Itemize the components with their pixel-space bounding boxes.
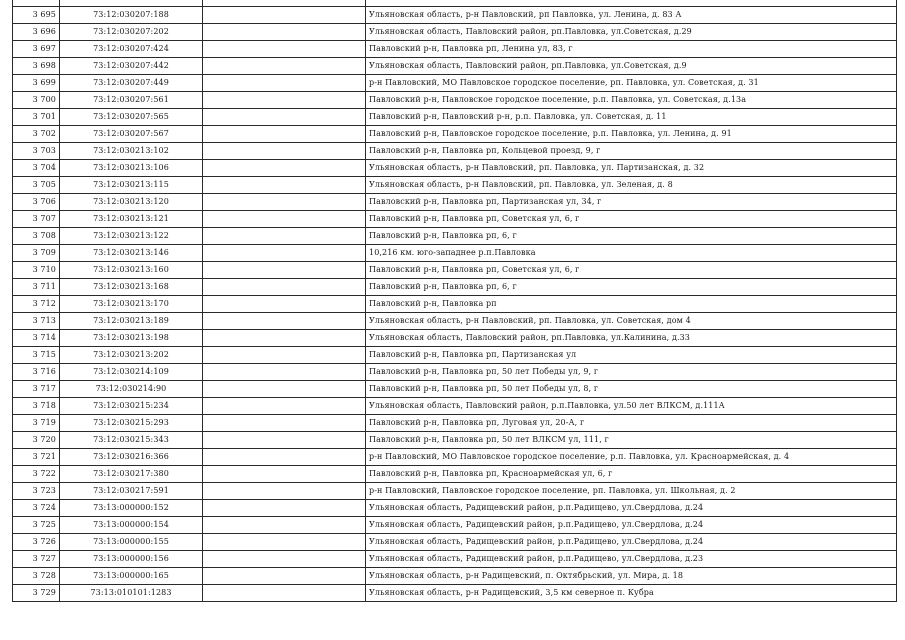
- address-cell: Павловский р-н, Павловка рп, Советская ул, 6, г: [366, 262, 897, 279]
- table-row: [13, 568, 897, 585]
- row-number-cell: 3 698: [13, 58, 60, 75]
- table-row: [13, 262, 897, 279]
- empty-cell: [203, 160, 366, 177]
- table-row: [13, 466, 897, 483]
- table-row: [13, 500, 897, 517]
- row-number-cell: 3 719: [13, 415, 60, 432]
- cadastral-number-cell: 73:13:000000:154: [60, 517, 203, 534]
- cadastral-number-cell: 73:13:000000:156: [60, 551, 203, 568]
- address-cell: Ульяновская область, Радищевский район, р.п.Радищево, ул.Свердлова, д.24: [366, 534, 897, 551]
- empty-cell: [203, 211, 366, 228]
- empty-cell: [203, 398, 366, 415]
- address-cell: Ульяновская область, р-н Павловский, рп. Павловка, ул. Советская, дом 4: [366, 313, 897, 330]
- registry-table-body: [13, 7, 897, 602]
- address-cell: Павловский р-н, Павловка рп, Ленина ул, 83, г: [366, 41, 897, 58]
- row-number-cell: 3 710: [13, 262, 60, 279]
- address-cell: Павловский р-н, Павловка рп, 50 лет Победы ул, 8, г: [366, 381, 897, 398]
- address-cell: Ульяновская область, р-н Радищевский, п. Октябрьский, ул. Мира, д. 18: [366, 568, 897, 585]
- table-row: [13, 415, 897, 432]
- empty-cell: [203, 551, 366, 568]
- table-row: [13, 228, 897, 245]
- address-cell: Ульяновская область, р-н Радищевский, 3,5 км северное п. Кубра: [366, 585, 897, 602]
- address-cell: Ульяновская область, Павловский район, рп.Павловка, ул.Советская, д.29: [366, 24, 897, 41]
- empty-cell: [203, 126, 366, 143]
- row-number-cell: 3 696: [13, 24, 60, 41]
- empty-cell: [203, 313, 366, 330]
- address-cell: Ульяновская область, Радищевский район, р.п.Радищево, ул.Свердлова, д.24: [366, 500, 897, 517]
- cadastral-number-cell: 73:12:030213:168: [60, 279, 203, 296]
- cadastral-number-cell: 73:12:030207:442: [60, 58, 203, 75]
- address-cell: Ульяновская область, Павловский район, рп.Павловка, ул.Советская, д.9: [366, 58, 897, 75]
- table-row: [13, 245, 897, 262]
- table-row: [13, 534, 897, 551]
- row-number-cell: 3 704: [13, 160, 60, 177]
- row-number-cell: 3 703: [13, 143, 60, 160]
- table-row: [13, 449, 897, 466]
- address-cell: Павловский р-н, Павловка рп: [366, 296, 897, 313]
- table-row: [13, 398, 897, 415]
- cadastral-number-cell: 73:12:030213:160: [60, 262, 203, 279]
- cadastral-number-cell: 73:12:030215:343: [60, 432, 203, 449]
- cadastral-number-cell: 73:12:030213:146: [60, 245, 203, 262]
- empty-cell: [203, 381, 366, 398]
- empty-cell: [203, 279, 366, 296]
- row-number-cell: 3 706: [13, 194, 60, 211]
- cadastral-number-cell: 73:13:000000:155: [60, 534, 203, 551]
- address-cell: Павловский р-н, Павловка рп, Кольцевой проезд, 9, г: [366, 143, 897, 160]
- empty-cell: [203, 585, 366, 602]
- address-cell: Ульяновская область, р-н Павловский, рп. Павловка, ул. Зеленая, д. 8: [366, 177, 897, 194]
- empty-cell: [203, 177, 366, 194]
- row-number-cell: 3 709: [13, 245, 60, 262]
- row-number-cell: 3 723: [13, 483, 60, 500]
- row-number-cell: 3 711: [13, 279, 60, 296]
- row-number-cell: 3 724: [13, 500, 60, 517]
- empty-cell: [203, 466, 366, 483]
- row-number-cell: 3 697: [13, 41, 60, 58]
- cadastral-number-cell: 73:12:030213:189: [60, 313, 203, 330]
- address-cell: Павловский р-н, Павловка рп, Партизанская ул: [366, 347, 897, 364]
- table-row: [13, 313, 897, 330]
- row-number-cell: 3 721: [13, 449, 60, 466]
- cadastral-number-cell: 73:12:030213:115: [60, 177, 203, 194]
- address-cell: Павловский р-н, Павловское городское поселение, р.п. Павловка, ул. Ленина, д. 91: [366, 126, 897, 143]
- address-cell: р-н Павловский, Павловское городское поселение, рп. Павловка, ул. Школьная, д. 2: [366, 483, 897, 500]
- empty-cell: [203, 143, 366, 160]
- empty-cell: [203, 449, 366, 466]
- row-number-cell: 3 729: [13, 585, 60, 602]
- table-row: [13, 279, 897, 296]
- row-number-cell: 3 712: [13, 296, 60, 313]
- table-row: [13, 109, 897, 126]
- table-row: [13, 58, 897, 75]
- address-cell: Ульяновская область, Павловский район, р.п.Павловка, ул.50 лет ВЛКСМ, д.111А: [366, 398, 897, 415]
- table-row: [13, 177, 897, 194]
- empty-cell: [203, 92, 366, 109]
- empty-cell: [203, 75, 366, 92]
- table-row: [13, 194, 897, 211]
- cadastral-number-cell: 73:12:030207:449: [60, 75, 203, 92]
- address-cell: р-н Павловский, МО Павловское городское поселение, рп. Павловка, ул. Советская, д. 31: [366, 75, 897, 92]
- table-row: [13, 551, 897, 568]
- row-number-cell: 3 722: [13, 466, 60, 483]
- empty-cell: [203, 517, 366, 534]
- address-cell: Павловский р-н, Павловка рп, 6, г: [366, 279, 897, 296]
- empty-cell: [203, 432, 366, 449]
- row-number-cell: 3 702: [13, 126, 60, 143]
- cadastral-number-cell: 73:12:030215:234: [60, 398, 203, 415]
- row-number-cell: 3 728: [13, 568, 60, 585]
- cadastral-number-cell: 73:12:030207:424: [60, 41, 203, 58]
- cadastral-number-cell: 73:12:030207:202: [60, 24, 203, 41]
- table-row: [13, 92, 897, 109]
- cadastral-number-cell: 73:12:030215:293: [60, 415, 203, 432]
- empty-cell: [203, 364, 366, 381]
- address-cell: Ульяновская область, р-н Павловский, рп Павловка, ул. Ленина, д. 83 А: [366, 7, 897, 24]
- cadastral-number-cell: 73:12:030213:102: [60, 143, 203, 160]
- row-number-cell: 3 720: [13, 432, 60, 449]
- address-cell: 10,216 км. юго-западнее р.п.Павловка: [366, 245, 897, 262]
- row-number-cell: 3 699: [13, 75, 60, 92]
- cadastral-number-cell: 73:12:030207:565: [60, 109, 203, 126]
- table-row: [13, 347, 897, 364]
- table-row: [13, 143, 897, 160]
- cadastral-number-cell: 73:12:030213:120: [60, 194, 203, 211]
- empty-cell: [203, 568, 366, 585]
- address-cell: Павловский р-н, Павловка рп, Советская ул, 6, г: [366, 211, 897, 228]
- empty-cell: [203, 262, 366, 279]
- row-number-cell: 3 707: [13, 211, 60, 228]
- cadastral-number-cell: 73:13:010101:1283: [60, 585, 203, 602]
- row-number-cell: 3 714: [13, 330, 60, 347]
- empty-cell: [203, 245, 366, 262]
- address-cell: Павловский р-н, Павловка рп, Луговая ул, 20-А, г: [366, 415, 897, 432]
- empty-cell: [203, 483, 366, 500]
- registry-table: [12, 6, 897, 602]
- table-row: [13, 160, 897, 177]
- cadastral-number-cell: 73:12:030207:188: [60, 7, 203, 24]
- row-number-cell: 3 715: [13, 347, 60, 364]
- row-number-cell: 3 705: [13, 177, 60, 194]
- table-row: [13, 483, 897, 500]
- address-cell: Ульяновская область, Павловский район, рп.Павловка, ул.Калинина, д.33: [366, 330, 897, 347]
- row-number-cell: 3 716: [13, 364, 60, 381]
- row-number-cell: 3 727: [13, 551, 60, 568]
- address-cell: Павловский р-н, Павловка рп, 50 лет Победы ул, 9, г: [366, 364, 897, 381]
- empty-cell: [203, 41, 366, 58]
- table-row: [13, 432, 897, 449]
- cadastral-number-cell: 73:12:030214:109: [60, 364, 203, 381]
- address-cell: Ульяновская область, Радищевский район, р.п.Радищево, ул.Свердлова, д.23: [366, 551, 897, 568]
- cadastral-number-cell: 73:12:030207:561: [60, 92, 203, 109]
- address-cell: Ульяновская область, Радищевский район, р.п.Радищево, ул.Свердлова, д.24: [366, 517, 897, 534]
- table-row: [13, 41, 897, 58]
- cadastral-number-cell: 73:12:030217:591: [60, 483, 203, 500]
- table-row: [13, 585, 897, 602]
- empty-cell: [203, 7, 366, 24]
- address-cell: р-н Павловский, МО Павловское городское поселение, р.п. Павловка, ул. Красноармейская, д. 4: [366, 449, 897, 466]
- cadastral-number-cell: 73:13:000000:152: [60, 500, 203, 517]
- cadastral-number-cell: 73:12:030213:121: [60, 211, 203, 228]
- cadastral-number-cell: 73:12:030213:170: [60, 296, 203, 313]
- cadastral-number-cell: 73:12:030213:198: [60, 330, 203, 347]
- row-number-cell: 3 701: [13, 109, 60, 126]
- cadastral-number-cell: 73:13:000000:165: [60, 568, 203, 585]
- document-page: [12, 6, 896, 602]
- cadastral-number-cell: 73:12:030207:567: [60, 126, 203, 143]
- table-row: [13, 296, 897, 313]
- cadastral-number-cell: 73:12:030213:106: [60, 160, 203, 177]
- empty-cell: [203, 194, 366, 211]
- address-cell: Павловский р-н, Павловка рп, 50 лет ВЛКСМ ул, 111, г: [366, 432, 897, 449]
- address-cell: Павловский р-н, Павловка рп, Красноармейская ул, 6, г: [366, 466, 897, 483]
- address-cell: Павловский р-н, Павловка рп, Партизанская ул, 34, г: [366, 194, 897, 211]
- table-row: [13, 330, 897, 347]
- address-cell: Ульяновская область, р-н Павловский, рп. Павловка, ул. Партизанская, д. 32: [366, 160, 897, 177]
- table-row: [13, 381, 897, 398]
- empty-cell: [203, 24, 366, 41]
- cadastral-number-cell: 73:12:030213:122: [60, 228, 203, 245]
- empty-cell: [203, 415, 366, 432]
- cadastral-number-cell: 73:12:030216:366: [60, 449, 203, 466]
- row-number-cell: 3 718: [13, 398, 60, 415]
- empty-cell: [203, 534, 366, 551]
- address-cell: Павловский р-н, Павловка рп, 6, г: [366, 228, 897, 245]
- empty-cell: [203, 58, 366, 75]
- empty-cell: [203, 228, 366, 245]
- cadastral-number-cell: 73:12:030213:202: [60, 347, 203, 364]
- address-cell: Павловский р-н, Павловский р-н, р.п. Павловка, ул. Советская, д. 11: [366, 109, 897, 126]
- row-number-cell: 3 726: [13, 534, 60, 551]
- table-row: [13, 211, 897, 228]
- cadastral-number-cell: 73:12:030214:90: [60, 381, 203, 398]
- row-number-cell: 3 695: [13, 7, 60, 24]
- table-row: [13, 75, 897, 92]
- empty-cell: [203, 500, 366, 517]
- table-row: [13, 517, 897, 534]
- table-row: [13, 364, 897, 381]
- empty-cell: [203, 347, 366, 364]
- table-row: [13, 7, 897, 24]
- row-number-cell: 3 725: [13, 517, 60, 534]
- row-number-cell: 3 713: [13, 313, 60, 330]
- empty-cell: [203, 296, 366, 313]
- empty-cell: [203, 109, 366, 126]
- table-row: [13, 126, 897, 143]
- row-number-cell: 3 717: [13, 381, 60, 398]
- row-number-cell: 3 708: [13, 228, 60, 245]
- row-number-cell: 3 700: [13, 92, 60, 109]
- empty-cell: [203, 330, 366, 347]
- table-row: [13, 24, 897, 41]
- cadastral-number-cell: 73:12:030217:380: [60, 466, 203, 483]
- address-cell: Павловский р-н, Павловское городское поселение, р.п. Павловка, ул. Советская, д.13а: [366, 92, 897, 109]
